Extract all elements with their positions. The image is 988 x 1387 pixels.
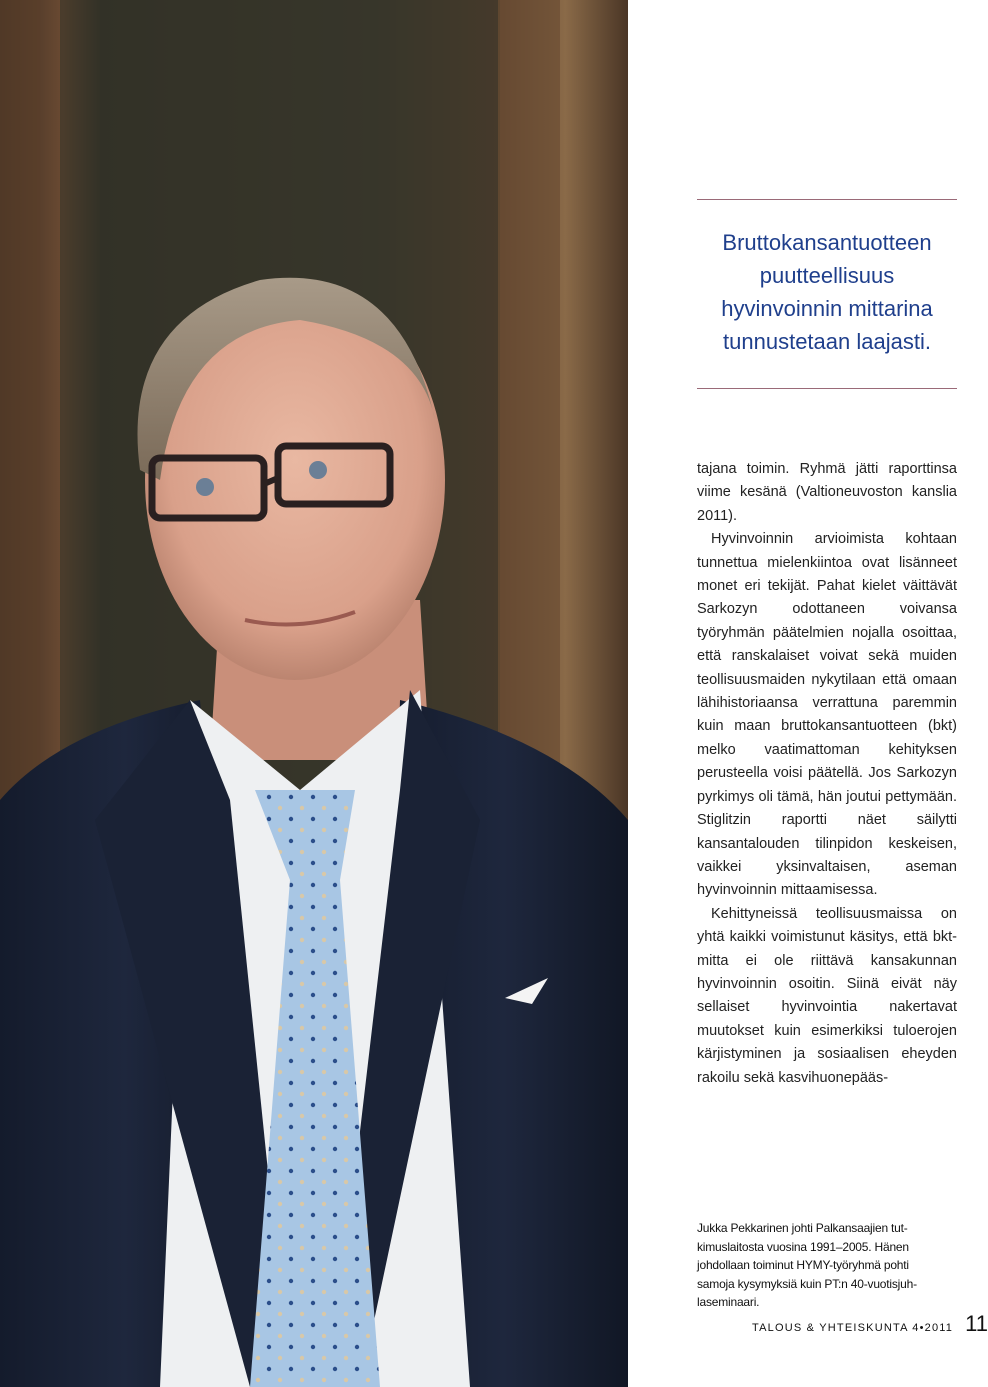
body-paragraph: Hyvinvoinnin arvioimista kohtaan tunnettua mielenkiintoa ovat lisänneet monet eri tekijät. Pahat kielet väittävät Sarkozyn odottaneen voivansa työryhmän päätelmien nojalla osoittaa, että ranskalaiset voivat sekä muiden teollisuusmaiden nykytilaan että omaan lähihistoriaansa verrattuna paremmin kuin maan bruttokansantuotteen (bkt) melko vaatimattoman kehityksen perusteella voisi päätellä. Jos Sarkozyn pyrkimys oli tämä, hän joutui pettymään. Stiglitzin raportti näet säilytti kansantalouden tilinpidon keskeisen, vaikkei yksinvaltaisen, aseman hyvinvoinnin mittaamisessa. — [697, 531, 957, 899]
page-footer — [752, 1311, 988, 1337]
top-rule — [697, 199, 957, 200]
bottom-rule — [697, 388, 957, 389]
body-paragraph: Kehittyneissä teollisuusmaissa on yhtä kaikki voimistunut käsitys, että bkt-mitta ei ole riittävä kansakunnan hyvinvoinnin osoitin. Siinä eivät näy sellaiset hyvinvointia nakertavat muutokset kuin esimerkiksi tuloerojen kärjistyminen ja sosiaalisen eheyden rakoilu sekä kasvihuonepääs- — [697, 905, 957, 1086]
magazine-name: TALOUS & YHTEISKUNTA 4•2011 — [752, 1322, 954, 1334]
body-paragraph: tajana toimin. Ryhmä jätti raporttinsa viime kesänä (Valtioneuvoston kanslia 2011). — [697, 461, 957, 524]
pull-quote: Bruttokansantuotteen puutteellisuus hyvinvoinnin mittarina tunnustetaan laajasti. — [721, 230, 933, 354]
page-number: 11 — [965, 1311, 988, 1336]
photo-caption: Jukka Pekkarinen johti Palkansaajien tutkimuslaitosta vuosina 1991–2005. Hänen johdollaan toiminut HYMY-työryhmä pohti samoja kysymyksiä kuin PT:n 40-vuotisjuhlaseminaari. — [697, 1221, 918, 1309]
article-body — [697, 458, 957, 1090]
